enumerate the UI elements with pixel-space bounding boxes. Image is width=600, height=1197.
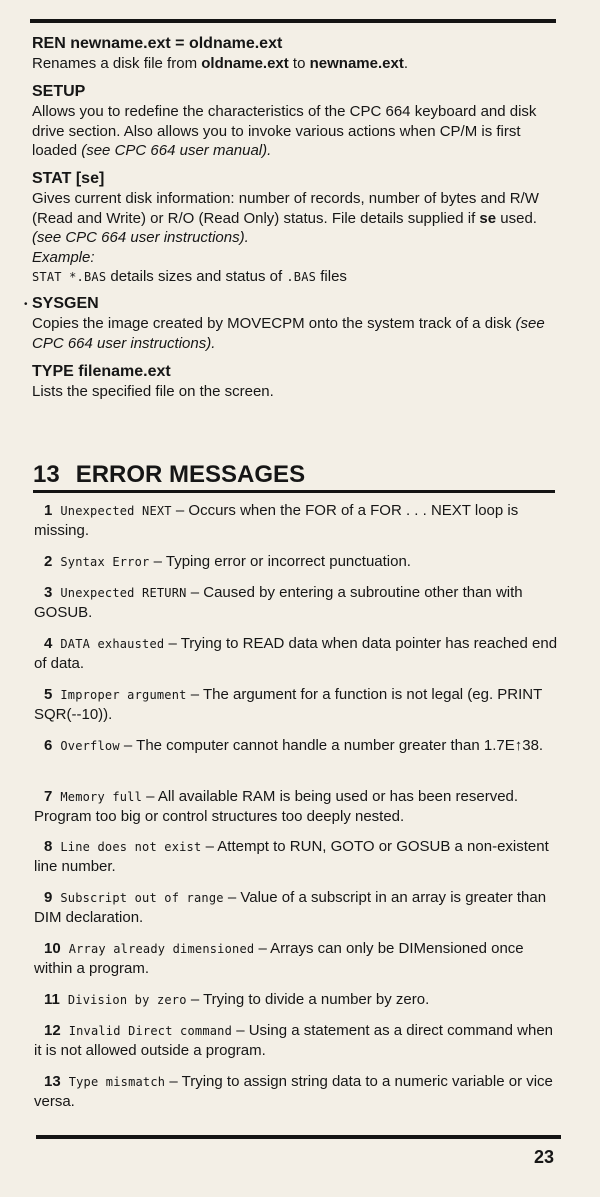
command-type	[32, 362, 560, 402]
error-item: 8 Line does not exist – Attempt to RUN, GOTO or GOSUB a non-existent line number.	[34, 838, 549, 875]
error-item: 2 Syntax Error – Typing error or incorrect punctuation.	[44, 553, 411, 570]
command-heading: REN newname.ext = oldname.ext	[32, 35, 283, 52]
example-label: Example:	[32, 248, 95, 266]
error-item: 3 Unexpected RETURN – Caused by entering a subroutine other than with GOSUB.	[34, 584, 523, 621]
bottom-rule	[36, 1135, 561, 1139]
command-description: Allows you to redefine the characteristics of the CPC 664 keyboard and disk drive section. Also allows you to invoke various actions when CP/M is first loaded (see CPC 664 user manual).	[32, 103, 537, 159]
command-stat	[32, 169, 560, 288]
error-item: 12 Invalid Direct command – Using a statement as a direct command when it is not allowed outside a program.	[34, 1022, 554, 1059]
error-item: 10 Array already dimensioned – Arrays can only be DIMensioned once within a program.	[34, 940, 524, 977]
command-heading: SYSGEN	[32, 295, 99, 312]
error-item: 13 Type mismatch – Trying to assign string data to a numeric variable or vice versa.	[34, 1073, 553, 1110]
command-description: Renames a disk file from oldname.ext to newname.ext.	[32, 55, 409, 72]
command-description: Lists the specified file on the screen.	[32, 383, 274, 400]
error-item: 6 Overflow – The computer cannot handle a number greater than 1.7E↑38.	[44, 737, 544, 754]
command-description: Gives current disk information: number of records, number of bytes and R/W (Read and Write) or R/O (Read Only) status. File details supplied if se used. (see CPC 664 user instructions).	[32, 190, 539, 246]
error-item: 7 Memory full – All available RAM is being used or has been reserved. Program too big or control structures too deeply nested.	[34, 788, 519, 825]
error-item: 5 Improper argument – The argument for a function is not legal (eg. PRINT SQR(--10)).	[34, 686, 543, 723]
error-item: 9 Subscript out of range – Value of a subscript in an array is greater than DIM declaration.	[34, 889, 547, 926]
page-number: 23	[534, 1147, 555, 1167]
stray-mark: •	[24, 299, 28, 310]
error-item: 4 DATA exhausted – Trying to READ data when data pointer has reached end of data.	[34, 635, 558, 672]
top-rule	[30, 19, 556, 23]
command-sysgen	[32, 294, 560, 353]
command-heading: SETUP	[32, 83, 86, 100]
command-heading: STAT [se]	[32, 170, 105, 187]
command-heading: TYPE filename.ext	[32, 363, 171, 380]
error-item: 11 Division by zero – Trying to divide a number by zero.	[44, 991, 430, 1008]
command-description: Copies the image created by MOVECPM onto the system track of a disk (see CPC 664 user instructions).	[32, 315, 545, 352]
command-setup	[32, 82, 560, 161]
example-line: STAT *.BAS details sizes and status of .BAS files	[32, 268, 347, 285]
section-number: 13	[33, 461, 60, 488]
command-ren	[32, 34, 560, 74]
section-heading	[33, 460, 555, 493]
section-title: ERROR MESSAGES	[75, 461, 306, 488]
error-item: 1 Unexpected NEXT – Occurs when the FOR of a FOR . . . NEXT loop is missing.	[34, 502, 519, 539]
